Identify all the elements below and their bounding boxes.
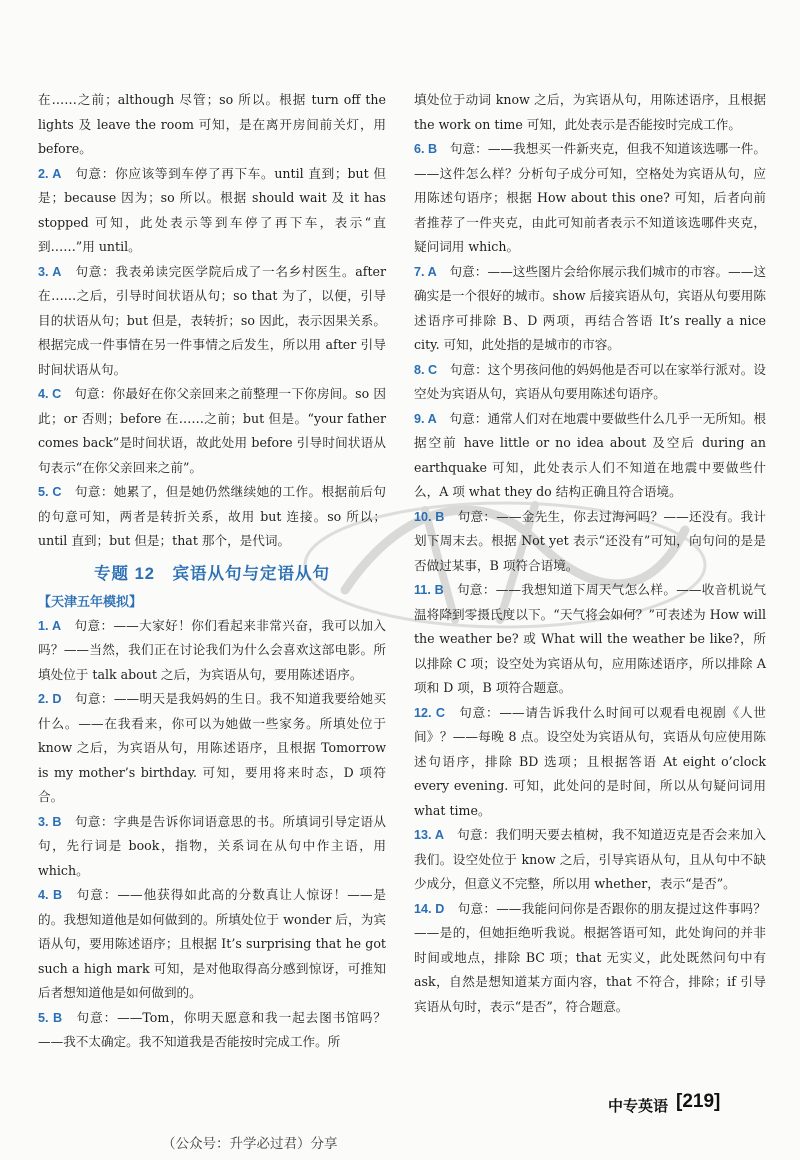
answer-item <box>414 897 766 1020</box>
answer-item <box>414 260 766 358</box>
left-column <box>38 88 386 1055</box>
answer-item <box>38 480 386 554</box>
answer-number: 5. C <box>38 485 62 499</box>
answer-number: 13. A <box>414 828 444 842</box>
answer-item <box>414 701 766 824</box>
answer-number: 12. C <box>414 705 445 720</box>
answer-explanation: 句意：——他获得如此高的分数真让人惊讶！——是的。我想知道他是如何做到的。所填处位于 wonder 后，为宾语从句，要用陈述语序；且根据 It’s surprising that he got such a high mark 可知，是对他取得高分感到惊讶，可推知后者想知道他是如何做到的。 <box>38 887 386 1000</box>
answer-item <box>38 382 386 480</box>
answer-number: 2. D <box>38 692 62 706</box>
answer-explanation: 句意：——这些图片会给你展示我们城市的市容。——这确实是一个很好的城市。show 后接宾语从句，宾语从句要用陈述语序可排除 B、D 两项，再结合答语 It’s really a nice city. 可知，此处指的是城市的市容。 <box>414 263 767 352</box>
answer-number: 4. B <box>38 888 63 902</box>
answer-item <box>38 687 386 810</box>
section-title: 专题 12 宾语从句与定语从句 <box>94 564 330 583</box>
answer-explanation: 句意：你应该等到车停了再下车。until 直到；but 但是；because 因为；so 所以。根据 should wait 及 it has stopped 可知，此处表示等到车停了再下车，表示“直到……”用 until。 <box>38 165 386 254</box>
answer-number: 10. B <box>414 509 445 524</box>
answer-number: 8. C <box>414 362 438 377</box>
answer-number: 11. B <box>414 583 444 597</box>
answer-number: 14. D <box>414 901 445 916</box>
answer-explanation: 句意：你最好在你父亲回来之前整理一下你房间。so 因此；or 否则；before 在……之前；but 但是。“your father comes back”是时间状语，故此处用 before 引导时间状语从句表示“在你父亲回来之前”。 <box>38 386 386 475</box>
answer-number: 9. A <box>414 411 437 426</box>
answer-item <box>414 358 766 407</box>
answer-explanation: 句意：她累了，但是她仍然继续她的工作。根据前后句的句意可知，两者是转折关系，故用 but 连接。so 所以；until 直到；but 但是；that 那个，是代词。 <box>38 484 386 548</box>
answer-number: 6. B <box>414 142 438 156</box>
right-column <box>414 88 766 1019</box>
answer-item <box>414 407 766 505</box>
answer-item <box>414 823 766 897</box>
footer-book-title: 中专英语 <box>608 1098 669 1115</box>
answer-item <box>38 260 386 383</box>
answer-item <box>38 883 386 1006</box>
answer-explanation: 句意：——我想买一件新夹克，但我不知道该选哪一件。——这件怎么样？分析句子成分可知，空格处为宾语从句，应用陈述句语序；根据 How about this one? 可知，后者向前者推荐了一件夹克，由此可知前者表示不知道该选哪件夹克，疑问词用 which。 <box>414 141 767 254</box>
answer-number: 3. A <box>38 264 62 279</box>
continued-text: 在……之前；although 尽管；so 所以。根据 turn off the lights 及 leave the room 可知，是在离开房间前关灯，用 before。 <box>38 92 386 156</box>
answer-explanation: 句意：这个男孩问他的妈妈他是否可以在家举行派对。设空处为宾语从句，宾语从句要用陈述句语序。 <box>414 361 766 401</box>
answer-item <box>414 505 766 579</box>
answer-number: 4. C <box>38 387 62 401</box>
answer-explanation: 句意：——Tom，你明天愿意和我一起去图书馆吗？——我不太确定。我不知道我是否能按时完成工作。所 <box>38 1009 386 1049</box>
answer-explanation: 句意：——我能问问你是否跟你的朋友提过这件事吗？——是的，但她拒绝听我说。根据答语可知，此处询问的并非时间或地点，排除 BC 项；that 无实义，此处既然问句中有 ask，自然是想知道某方面内容，that 不符合，排除；if 引导宾语从句时，表示“是否”，符合题意。 <box>414 900 767 1014</box>
continued-text: 填处位于动词 know 之后，为宾语从句，用陈述语序，且根据 the work on time 可知，此处表示是否能按时完成工作。 <box>414 92 766 132</box>
answer-number: 7. A <box>414 264 437 279</box>
answer-number: 5. B <box>38 1010 63 1025</box>
answer-number: 3. B <box>38 814 62 829</box>
answer-explanation: 句意：我们明天要去植树，我不知道迈克是否会来加入我们。设空处位于 know 之后，引导宾语从句，且从句中不缺少成分，但意义不完整，所以用 whether，表示“是否”。 <box>414 827 767 891</box>
answer-item <box>414 137 766 260</box>
page-number: [219] <box>676 1091 721 1112</box>
answer-item <box>38 614 386 688</box>
answer-explanation: 句意：——大家好！你们看起来非常兴奋，我可以加入吗？——当然，我们正在讨论我们为什么会喜欢这部电影。所填处位于 talk about 之后，为宾语从句，要用陈述语序。 <box>38 617 387 682</box>
answer-explanation: 句意：我表弟读完医学院后成了一名乡村医生。after 在……之后，引导时间状语从句；so that 为了，以便，引导目的状语从句；but 但是，表转折；so 因此，表示因果关系。根据完成一件事情在另一件事情之后发生，所以用 after 引导时间状语从句。 <box>38 263 386 377</box>
answer-number: 1. A <box>38 618 62 633</box>
answer-explanation: 句意：——金先生，你去过海河吗？——还没有。我计划下周末去。根据 Not yet 表示“还没有”可知，向句问的是是否做过某事，B 项符合语境。 <box>414 508 767 573</box>
answer-explanation: 句意：——请告诉我什么时间可以观看电视剧《人世间》？——每晚 8 点。设空处为宾语从句，宾语从句应使用陈述句语序，排除 BD 选项；且根据答语 At eight o’clock every evening. 可知，此处问的是时间，所以从句疑问词用 what time。 <box>414 704 766 818</box>
answer-number: 2. A <box>38 166 62 181</box>
answer-explanation: 句意：通常人们对在地震中要做些什么几乎一无所知。根据空前 have little or no idea about 及空后 during an earthquake 可知，此处表示人们不知道在地震中要做些什么，A 项 what they do 结构正确且符合语境。 <box>414 410 767 499</box>
answer-list <box>38 614 386 1055</box>
answer-explanation: 句意：字典是告诉你词语意思的书。所填词引导定语从句，先行词是 book，指物，关系词在从句中作主语，用 which。 <box>38 813 386 878</box>
answer-item <box>38 810 386 884</box>
answer-item <box>38 162 386 260</box>
answer-explanation: 句意：——我想知道下周天气怎么样。——收音机说气温将降到零摄氏度以下。“天气将会如何？”可表述为 How will the weather be? 或 What will the weather be like?，所以排除 C 项；设空处为宾语从句，应用陈述语序，所以排除 A 项和 D 项，B 项符合题意。 <box>414 582 767 695</box>
subsection-title: 【天津五年模拟】 <box>38 593 143 609</box>
answer-item <box>38 1006 386 1055</box>
answer-item <box>414 578 766 701</box>
answer-list-previous <box>38 162 386 554</box>
answer-list <box>414 137 766 1019</box>
answer-explanation: 句意：——明天是我妈妈的生日。我不知道我要给她买什么。——在我看来，你可以为她做一些家务。所填处位于 know 之后，为宾语从句，用陈述语序，且根据 Tomorrow is my mother’s birthday. 可知，要用将来时态，D 项符合。 <box>38 691 386 804</box>
share-note: （公众号：升学必过君）分享 <box>162 1136 338 1152</box>
